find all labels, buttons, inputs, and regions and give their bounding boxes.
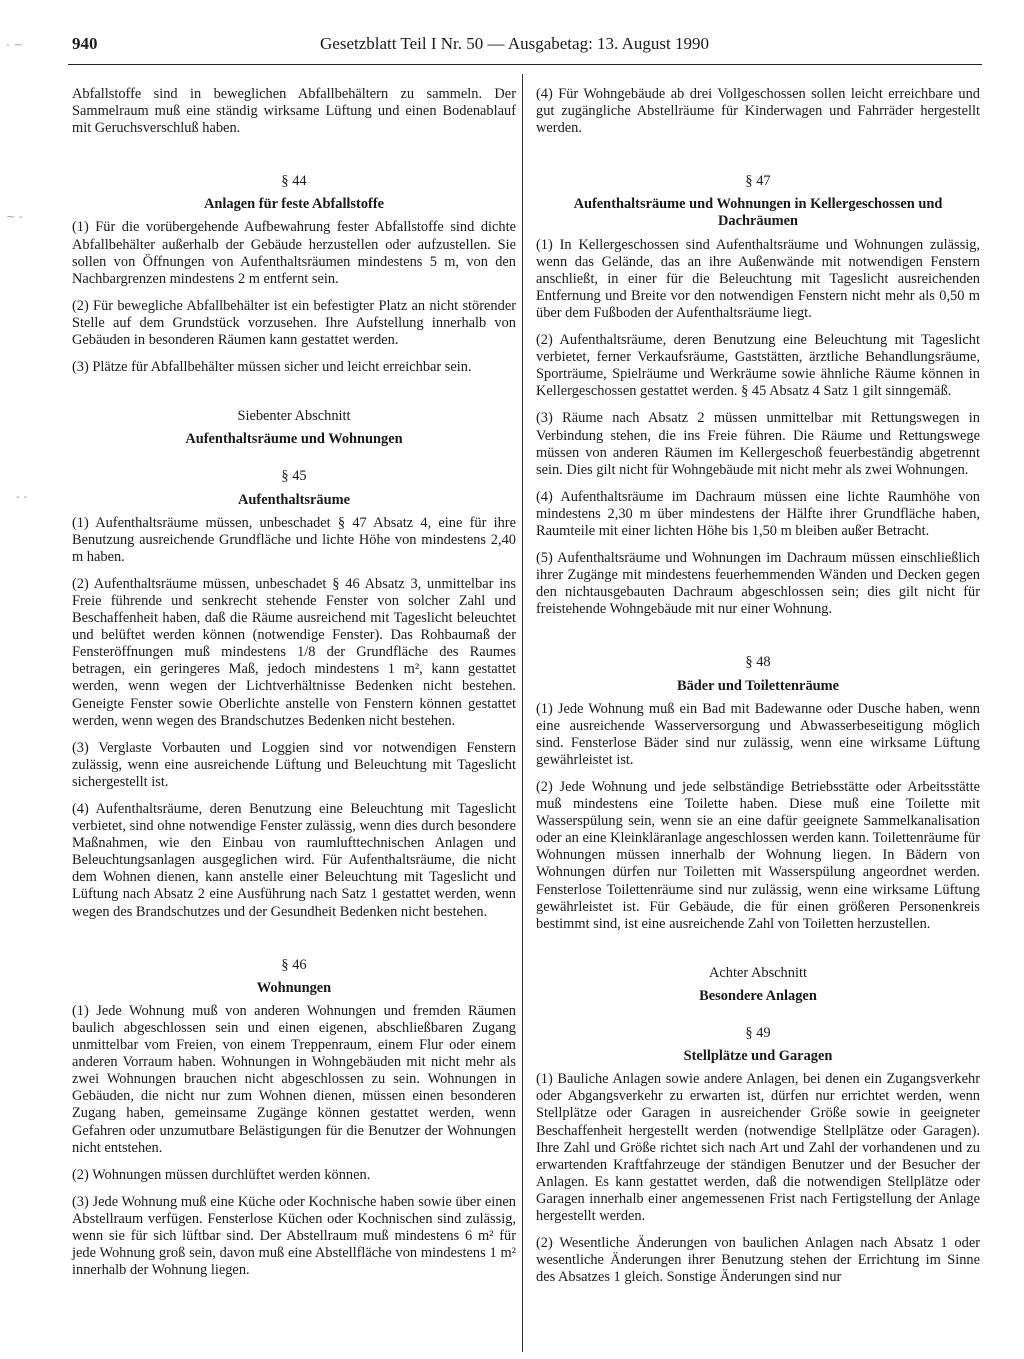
part-heading: Siebenter Abschnitt (237, 408, 351, 425)
section-number: § 44 (281, 173, 307, 190)
paragraph: (1) Für die vorübergehende Aufbewahrung fester Abfallstoffe sind dichte Abfallbehälter außerhalb der Gebäude herzustellen oder aufzustellen. Sie sollen von Öffnungen von Aufenthaltsräumen mindestens 5 m, von den Nachbargrenzen mindestens 2 m entfernt sein. (72, 219, 516, 287)
paragraph: (1) In Kellergeschossen sind Aufenthaltsräume und Wohnungen zulässig, wenn das Gelände, das an ihre Außenwände mit notwendigen Fenstern anschließt, in einer für die Beleuchtung mit Tageslicht ausreichenden Entfernung und Breite vor den notwendigen Fenstern nicht mehr als 0,50 m über dem Fußboden der Aufenthaltsräume liegt. (536, 236, 980, 321)
paragraph: (4) Aufenthaltsräume, deren Benutzung eine Beleuchtung mit Tageslicht verbietet, sind ohne notwendige Fenster zulässig, wenn dies durch besondere Maßnahmen, wie den Einbau von raumlufttechnischen Anlagen und Beleuchtungsanlagen ausgeglichen wird. Für Aufenthaltsräume, die nicht dem Wohnen dienen, kann anstelle einer Beleuchtung mit Tageslicht und Lüftung nach Absatz 2 eine Ausführung nach Satz 1 gestattet werden, wenn wegen des Brandschutzes und der Gesundheit Bedenken nicht bestehen. (72, 801, 516, 920)
section-title: Aufenthaltsräume (238, 491, 350, 508)
paragraph: (2) Aufenthaltsräume, deren Benutzung eine Beleuchtung mit Tageslicht verbietet, ferner Verkaufsräume, Gaststätten, ärztliche Behandlungsräume, Sporträume, Spielräume und Werkräume sowie ähnliche Räume können in Kellergeschossen gestattet werden. § 45 Absatz 4 Satz 1 gilt sinngemäß. (536, 332, 980, 400)
section-title: Bäder und Toilettenräume (676, 677, 840, 694)
paragraph: (3) Räume nach Absatz 2 müssen unmittelbar mit Rettungswegen in Verbindung stehen, die ins Freie führen. Die Räume und Rettungswege müssen von anderen Räumen im Kellergeschoß feuerbeständig abgetrennt sein. Dies gilt nicht für Wohngebäude mit nicht mehr als zwei Wohnungen. (536, 410, 980, 478)
paragraph: (5) Aufenthaltsräume und Wohnungen im Dachraum müssen einschließlich ihrer Zugänge mit mindestens feuerhemmenden Wänden und Decken gegen den nichtausgebauten Dachraum abgeschlossen sein; dies gilt nicht für freistehende Wohngebäude mit nur einer Wohnung. (536, 550, 980, 618)
paragraph: (3) Jede Wohnung muß eine Küche oder Kochnische haben sowie über einen Abstellraum verfügen. Fensterlose Küchen oder Kochnischen sind zulässig, wenn sie für sich lüftbar sind. Der Abstellraum muß mindestens 6 m² für jede Wohnung groß sein, davon muß eine Abstellfläche von mindestens 1 m² innerhalb der Wohnung liegen. (72, 1193, 516, 1279)
section-title: Wohnungen (256, 979, 332, 996)
section-number: § 46 (281, 956, 307, 973)
paragraph: (2) Für bewegliche Abfallbehälter ist ein befestigter Platz an nicht störender Stelle auf dem Grundstück vorzusehen. Ihre Aufstellung innerhalb von Gebäuden in besonderen Räumen kann gestattet werden. (72, 297, 516, 349)
page-header (72, 34, 972, 58)
paragraph: (4) Für Wohngebäude ab drei Vollgeschossen sollen leicht erreichbare und gut zugängliche Abstellräume für Kinderwagen und Fahrräder hergestellt werden. (536, 86, 980, 137)
scan-speck: - ~ (6, 38, 23, 51)
section-number: § 47 (745, 173, 771, 190)
section-title: Stellplätze und Garagen (683, 1048, 833, 1065)
section-title: Aufenthaltsräume und Wohnungen in Kellergeschossen und Dachräumen (573, 196, 943, 230)
scan-speck: ~ - (6, 210, 23, 223)
paragraph: Abfallstoffe sind in beweglichen Abfallbehältern zu sammeln. Der Sammelraum muß eine ständig wirksame Lüftung und einen Bodenablauf mit Geruchsverschluß haben. (72, 86, 516, 137)
paragraph: (1) Jede Wohnung muß ein Bad mit Badewanne oder Dusche haben, wenn eine ausreichende Wasserversorgung und Abwasserbeseitigung möglich sind. Fensterlose Bäder sind nur zulässig, wenn eine wirksame Lüftung gewährleistet ist. (536, 700, 980, 768)
scan-speck: - - (16, 490, 28, 503)
column-divider (522, 74, 523, 1352)
section-number: § 48 (745, 654, 771, 671)
page-number: 940 (72, 34, 98, 53)
paragraph: (4) Aufenthaltsräume im Dachraum müssen eine lichte Raumhöhe von mindestens 2,30 m über mindestens der Hälfte ihrer Grundfläche haben, Raumteile mit einer lichten Höhe bis 1,50 m bleiben außer Betracht. (536, 488, 980, 539)
right-column (536, 86, 980, 1296)
section-title: Anlagen für feste Abfallstoffe (204, 196, 384, 213)
section-number: § 45 (281, 468, 307, 485)
paragraph: (1) Bauliche Anlagen sowie andere Anlagen, bei denen ein Zugangsverkehr oder Abgangsverkehr zu erwarten ist, dürfen nur errichtet werden, wenn Stellplätze oder Garagen in ausreichender Größe sowie in geeigneter Beschaffenheit hergestellt werden (notwendige Stellplätze oder Garagen). Ihre Zahl und Größe richtet sich nach Art und Zahl der vorhandenen und zu erwartenden Kraftfahrzeuge der ständigen Benutzer und der Besucher der Anlagen. Es kann gestattet werden, daß die notwendigen Stellplätze oder Garagen innerhalb einer angemessenen Frist nach Fertigstellung der Anlage hergestellt werden. (536, 1071, 980, 1224)
paragraph: (2) Wesentliche Änderungen von baulichen Anlagen nach Absatz 1 oder wesentliche Änderungen ihrer Benutzung stehen der Errichtung im Sinne des Absatzes 1 gleich. Sonstige Änderungen sind nur (536, 1235, 980, 1286)
section-number: § 49 (745, 1025, 771, 1042)
paragraph: (1) Jede Wohnung muß von anderen Wohnungen und fremden Räumen baulich abgeschlossen sein und einen eigenen, abschließbaren Zugang unmittelbar vom Freien, von einem Treppenraum, einem Flur oder einem anderen Vorraum haben. Wohnungen in Wohngebäuden mit nicht mehr als zwei Wohnungen brauchen nicht abgeschlossen zu sein. Wohnungen in Gebäuden, die nicht nur zum Wohnen dienen, müssen einen besonderen Zugang haben, gemeinsame Zugänge können gestattet werden, wenn Gefahren oder unzumutbare Belästigungen für die Benutzer der Wohnungen nicht entstehen. (72, 1002, 516, 1156)
paragraph: (1) Aufenthaltsräume müssen, unbeschadet § 47 Absatz 4, eine für ihre Benutzung ausreichende Grundfläche und lichte Höhe von mindestens 2,40 m haben. (72, 514, 516, 565)
left-column (72, 86, 516, 1289)
paragraph: (2) Aufenthaltsräume müssen, unbeschadet § 46 Absatz 3, unmittelbar ins Freie führende und senkrecht stehende Fenster von solcher Zahl und Beschaffenheit haben, daß die Räume ausreichend mit Tageslicht beleuchtet und belüftet werden können (notwendige Fenster). Das Rohbaumaß der Fensteröffnungen muß mindestens 1/8 der Grundfläche des Raumes betragen, ein geringeres Maß, jedoch mindestens 1 m², kann gestattet werden, wenn wegen der Lichtverhältnisse Bedenken nicht bestehen. Geneigte Fenster sowie Oberlichte anstelle von Fenstern können gestattet werden, wenn wegen des Brandschutzes Bedenken nicht bestehen. (72, 575, 516, 729)
paragraph: (2) Jede Wohnung und jede selbständige Betriebsstätte oder Arbeitsstätte muß mindestens eine Toilette haben. Diese muß eine Toilette mit Wasserspülung sein, wenn sie an eine dafür geeignete Sammelkanalisation oder an eine Kleinkläranlage angeschlossen werden kann. Toilettenräume für Wohnungen müssen innerhalb der Wohnung liegen. In Bädern von Wohnungen dürfen nur Toiletten mit Wasserspülung angeordnet werden. Fensterlose Toilettenräume sind nur zulässig, wenn eine wirksame Lüftung gewährleistet ist. Für Gebäude, die für einen größeren Personenkreis bestimmt sind, ist eine ausreichende Zahl von Toiletten herzustellen. (536, 779, 980, 932)
part-title: Besondere Anlagen (699, 987, 817, 1004)
header-rule (68, 64, 982, 65)
part-title: Aufenthaltsräume und Wohnungen (185, 431, 403, 448)
paragraph: (2) Wohnungen müssen durchlüftet werden können. (72, 1166, 371, 1183)
running-title: Gesetzblatt Teil I Nr. 50 — Ausgabetag: 13. August 1990 (320, 34, 709, 53)
paragraph: (3) Verglaste Vorbauten und Loggien sind vor notwendigen Fenstern zulässig, wenn eine ausreichende Lüftung und Beleuchtung mit Tageslicht sichergestellt ist. (72, 739, 516, 790)
part-heading: Achter Abschnitt (709, 964, 807, 981)
paragraph: (3) Plätze für Abfallbehälter müssen sicher und leicht erreichbar sein. (72, 359, 472, 376)
